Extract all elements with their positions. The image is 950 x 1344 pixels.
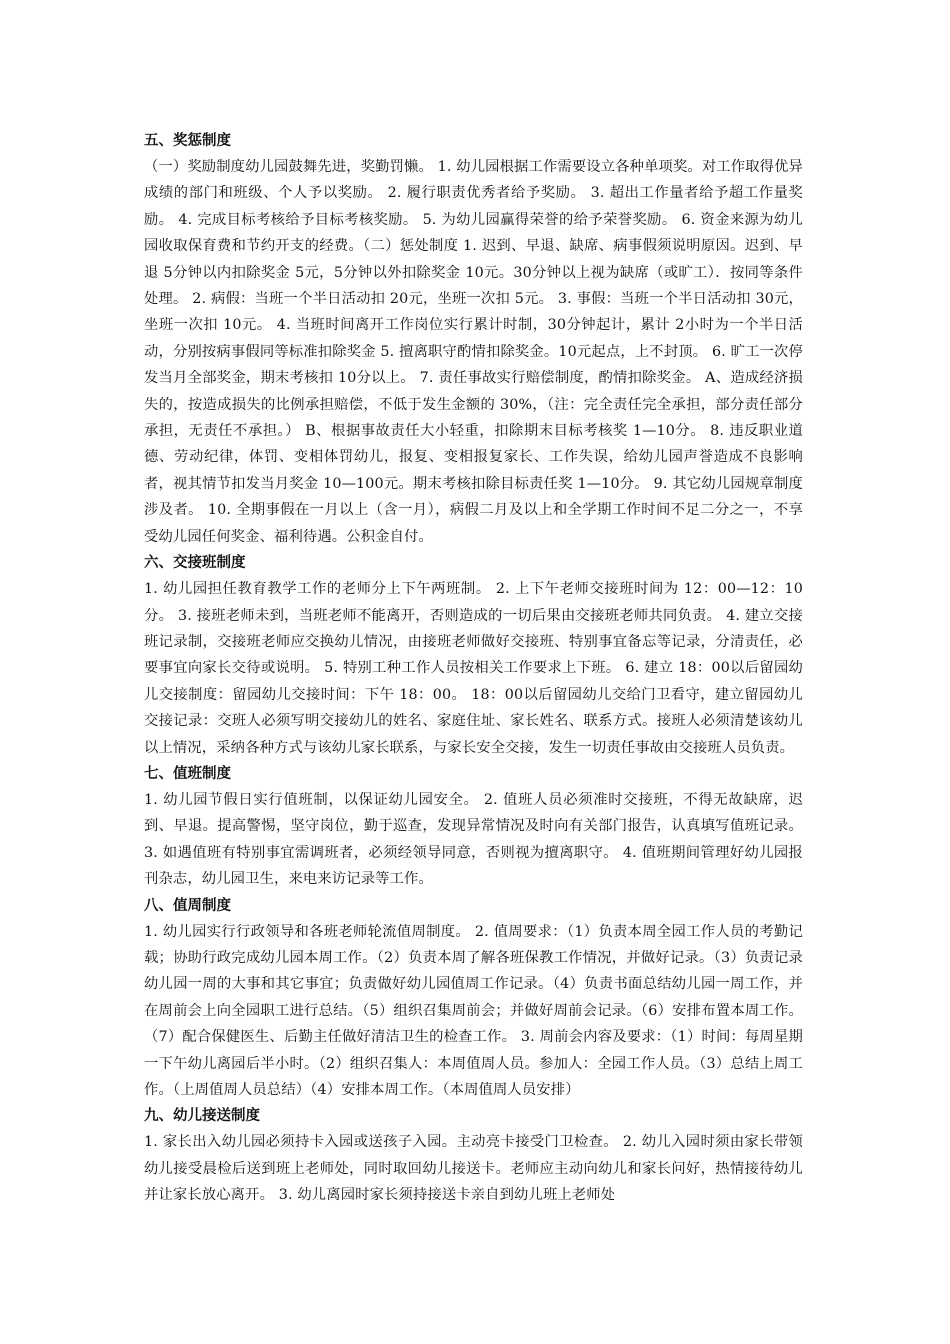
section-body-weekly-duty: 1. 幼儿园实行行政领导和各班老师轮流值周制度。 2. 值周要求：（1）负责本周全园工作人员的考勤记载；协助行政完成幼儿园本周工作。（2）负责本周了解各班保教工作情况，并做好记录。（3）负责记录幼儿园一周的大事和其它事宜；负责做好幼儿园值周工作记录。（4）负责书面总结幼儿园一周工作，并在周前会上向全园职工进行总结。（5）组织召集周前会；并做好周前会记录。（6）安排布置本周工作。（7）配合保健医生、后勤主任做好清洁卫生的检查工作。 3. 周前会内容及要求：（1）时间：每周星期一下午幼儿离园后半小时。（2）组织召集人：本周值周人员。参加人：全园工作人员。（3）总结上周工作。（上周值周人员总结）（4）安排本周工作。（本周值周人员安排）: [144, 923, 803, 1098]
section-title-shift-handover: 六、交接班制度: [144, 554, 246, 572]
section-title-child-pickup: 九、幼儿接送制度: [144, 1107, 260, 1125]
section-body-shift-handover: 1. 幼儿园担任教育教学工作的老师分上下午两班制。 2. 上下午老师交接班时间为 12：00—12：10分。 3. 接班老师未到，当班老师不能离开，否则造成的一切后果由交接班老师共同负责。 4. 建立交接班记录制，交接班老师应交换幼儿情况，由接班老师做好交接班、特别事宜备忘等记录，分清责任，必要事宜向家长交待或说明。 5. 特别工种工作人员按相关工作要求上下班。 6. 建立 18：00以后留园幼儿交接制度：留园幼儿交接时间：下午 18：00。 18：00以后留园幼儿交给门卫看守，建立留园幼儿交接记录：交班人必须写明交接幼儿的姓名、家庭住址、家长姓名、联系方式。接班人必须清楚该幼儿以上情况，采纳各种方式与该幼儿家长联系，与家长安全交接，发生一切责任事故由交接班人员负责。: [144, 581, 803, 756]
section-title-duty: 七、值班制度: [144, 764, 231, 782]
section-title-rewards-penalties: 五、奖惩制度: [144, 132, 231, 149]
section-body-rewards-penalties: （一）奖励制度幼儿园鼓舞先进，奖勤罚懒。 1. 幼儿园根据工作需要设立各种单项奖。对工作取得优异成绩的部门和班级、个人予以奖励。 2. 履行职责优秀者给予奖励。 3. 超出工作量者给予超工作量奖励。 4. 完成目标考核给予目标考核奖励。 5. 为幼儿园赢得荣誉的给予荣誉奖励。 6. 资金来源为幼儿园收取保育费和节约开支的经费。（二）惩处制度 1. 迟到、早退、缺席、病事假须说明原因。迟到、早退 5分钟以内扣除奖金 5元，5分钟以外扣除奖金 10元。30分钟以上视为缺席（或旷工）．按同等条件处理。 2. 病假：当班一个半日活动扣 20元，坐班一次扣 5元。 3. 事假：当班一个半日活动扣 30元，坐班一次扣 10元。 4. 当班时间离开工作岗位实行累计时制，30分钟起计，累计 2小时为一个半日活动，分别按病事假同等标准扣除奖金 5. 擅离职守酌情扣除奖金。10元起点，上不封顶。 6. 旷工一次停发当月全部奖金，期末考核扣 10分以上。 7. 责任事故实行赔偿制度，酌情扣除奖金。 A、造成经济损失的，按造成损失的比例承担赔偿，不低于发生金额的 30%，（注：完全责任完全承担，部分责任部分承担，无责任不承担。） B、根据事故责任大小轻重，扣除期末目标考核奖 1—10分。 8. 违反职业道德、劳动纪律，体罚、变相体罚幼儿，报复、变相报复家长、工作失误，给幼儿园声誉造成不良影响者，视其情节扣发当月奖金 10—100元。期末考核扣除目标责任奖 1—10分。 9. 其它幼儿园规章制度涉及者。 10. 全期事假在一月以上（含一月），病假二月及以上和全学期工作时间不足二分之一，不享受幼儿园任何奖金、福利待遇。公积金自付。: [144, 159, 803, 545]
section-title-weekly-duty: 八、值周制度: [144, 896, 231, 914]
section-body-child-pickup: 1. 家长出入幼儿园必须持卡入园或送孩子入园。主动亮卡接受门卫检查。 2. 幼儿入园时须由家长带领幼儿接受晨检后送到班上老师处，同时取回幼儿接送卡。老师应主动向幼儿和家长问好，热情接待幼儿并让家长放心离开。 3. 幼儿离园时家长须持接送卡亲自到幼儿班上老师处: [144, 1134, 803, 1204]
section-body-duty: 1. 幼儿园节假日实行值班制，以保证幼儿园安全。 2. 值班人员必须准时交接班，不得无故缺席，迟到、早退。提高警惕，坚守岗位，勤于巡查，发现异常情况及时向有关部门报告，认真填写值班记录。 3. 如遇值班有特别事宜需调班者，必须经领导同意，否则视为擅离职守。 4. 值班期间管理好幼儿园报刊杂志，幼儿园卫生，来电来访记录等工作。: [144, 791, 803, 888]
